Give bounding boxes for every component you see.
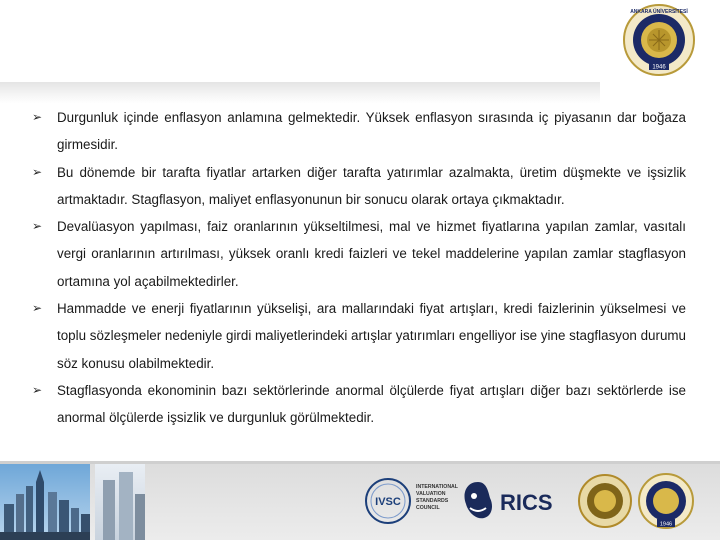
university-seal-logo [623,4,695,76]
arrow-bullet-icon: ➢ [32,382,43,397]
lion-crest-icon [465,482,493,518]
gold-seal-logo [579,475,631,527]
bullet-text: Hammadde ve enerji fiyatlarının yükselişi, ara mallarındaki fiyat artışları, kredi faizlerinin yükselmesi ve toplu sözleşmeler nedeniyle girdi maliyetlerindeki artışlar yatırımları engelliyor ise yine stagflasyon durumu söz konusu olabilmektedir. [57,301,686,371]
arrow-bullet-icon: ➢ [32,164,43,179]
header-band [0,82,600,104]
city-skyline-photo [0,464,90,540]
ivsc-line4: COUNCIL [416,505,440,511]
rics-wordmark: RICS [500,490,553,515]
bullet-item [32,213,686,295]
ivsc-logo [366,479,459,523]
bullet-item [32,377,686,432]
bullet-text: Stagflasyonda ekonominin bazı sektörlerinde anormal ölçülerde fiyat artışları diğer bazı sektörlerde ise anormal ölçülerde işsizlik ve durgunluk görülmektedir. [57,382,686,426]
rics-logo [465,482,553,518]
bullet-item [32,104,686,159]
seal-text: ANKARA ÜNİVERSİTESİ [630,9,688,15]
arrow-bullet-icon: ➢ [32,110,43,124]
bullet-item [32,159,686,214]
bullet-text: Bu dönemde bir tarafta fiyatlar artarken diğer tarafta yatırımlar azalmakta, üretim düşmekte ve işsizlik artmaktadır. Stagflasyon, maliyet enflasyonunun bir sonucu olarak ortaya çıkmaktadır. [57,164,686,207]
bullet-text: Durgunluk içinde enflasyon anlamına gelmektedir. Yüksek enflasyon sırasında iç piyasanın dar boğaza girmesidir. [57,110,686,153]
ivsc-abbr: IVSC [375,496,401,508]
tower-photo [95,464,145,540]
arrow-bullet-icon: ➢ [32,301,43,316]
bullet-item [32,295,686,377]
ivsc-line1: INTERNATIONAL [416,484,458,490]
ivsc-line3: STANDARDS [416,498,449,504]
partner-logos [360,468,700,534]
university-seal-small-logo [639,474,693,528]
seal-year: 1946 [652,64,666,71]
small-seal-year: 1946 [659,521,673,528]
bullet-text: Devalüasyon yapılması, faiz oranlarının yükseltilmesi, mal ve hizmet fiyatlarına yapılan zamlar, vasıtalı vergi oranlarının artırılması, yüksek oranlı kredi faizleri ve tekel maddelerine yapılan zamlar stagflasyon ortamına yol açabilmektedirler. [57,219,686,289]
arrow-bullet-icon: ➢ [32,219,43,234]
ivsc-line2: VALUATION [416,491,446,497]
bullet-list [32,104,686,432]
